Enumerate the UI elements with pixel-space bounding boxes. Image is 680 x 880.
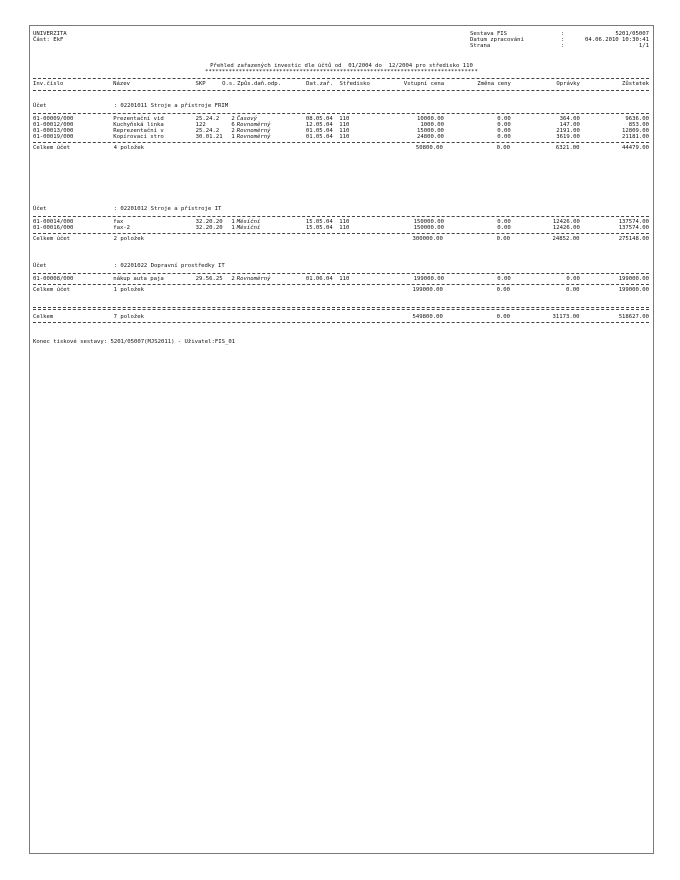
- asset-name: fax: [113, 219, 124, 225]
- asset-name: nákup auta paja: [113, 276, 164, 282]
- account-label: Účet: [33, 263, 47, 269]
- col-os: O.s.: [222, 81, 236, 87]
- table-row: [33, 225, 649, 231]
- total-price-change: 0.00: [496, 236, 511, 242]
- os-value: 1: [231, 134, 235, 140]
- account-title: : 02201022 Dopravní prostředky IT: [113, 263, 225, 269]
- depreciation: 0.00: [566, 276, 580, 282]
- input-price: 1000.00: [420, 122, 444, 128]
- date-placed: 01.06.04: [305, 276, 333, 282]
- os-value: 6: [231, 122, 235, 128]
- divider: [33, 90, 649, 91]
- grand-total-depreciation: 31173.00: [552, 314, 580, 320]
- skp-code: 122: [195, 122, 206, 128]
- account-label: Účet: [33, 206, 47, 212]
- org-part: Část: EkF: [33, 37, 64, 43]
- price-change: 0.00: [497, 128, 511, 134]
- asset-name: Reprezentační v: [113, 128, 164, 134]
- divider: [33, 233, 649, 234]
- os-value: 2: [231, 128, 235, 134]
- total-input-price: 199000.00: [412, 287, 443, 293]
- depreciation: 12426.00: [552, 219, 580, 225]
- inv-number: 01-00009/000: [33, 116, 74, 122]
- report-header-values: [585, 31, 649, 49]
- skp-code: 30.01.21: [195, 134, 223, 140]
- skp-code: 25.24.2: [195, 128, 220, 134]
- asset-name: Prezentační vid: [113, 116, 164, 122]
- divider: [33, 113, 649, 114]
- inv-number: 01-00019/000: [33, 134, 74, 140]
- date-placed: 01.05.04: [305, 134, 333, 140]
- total-price-change: 0.00: [496, 287, 511, 293]
- col-balance: Zůstatek: [622, 81, 649, 87]
- center: 110: [339, 219, 350, 225]
- total-input-price: 300000.00: [412, 236, 443, 242]
- account-total: [33, 236, 649, 242]
- inv-number: 01-00013/000: [33, 128, 74, 134]
- col-input-price: Vstupní cena: [403, 81, 445, 87]
- balance: 9636.00: [625, 116, 649, 122]
- center: 110: [339, 276, 350, 282]
- report-number: 5201/05007: [615, 31, 649, 37]
- total-items: 2 položek: [113, 236, 144, 242]
- depreciation-method: Časový: [236, 116, 257, 122]
- divider: [33, 309, 649, 310]
- grand-total-label: Celkem: [33, 314, 54, 320]
- price-change: 0.00: [497, 276, 511, 282]
- total-items: 4 položek: [113, 145, 144, 151]
- col-depreciation-method: Způs.daň.odp.: [237, 81, 281, 87]
- divider: [33, 216, 649, 217]
- total-balance: 44479.00: [622, 145, 649, 151]
- depreciation-method: Rovnoměrný: [236, 134, 271, 140]
- os-value: 2: [231, 276, 235, 282]
- total-label: Celkem účet: [33, 287, 71, 293]
- inv-number: 01-00008/000: [33, 276, 74, 282]
- depreciation-method: Měsíční: [236, 225, 261, 231]
- inv-number: 01-00014/000: [33, 219, 74, 225]
- os-value: 1: [231, 225, 235, 231]
- col-depreciation: Oprávky: [556, 81, 580, 87]
- skp-code: 32.20.20: [195, 219, 223, 225]
- date-label: Datum zpracování: [470, 37, 524, 43]
- date-placed: 15.05.04: [305, 225, 333, 231]
- grand-total: [33, 314, 649, 320]
- depreciation-method: Rovnoměrný: [236, 128, 271, 134]
- balance: 853.00: [628, 122, 649, 128]
- divider: [33, 284, 649, 285]
- center: 110: [339, 122, 350, 128]
- skp-code: 25.24.2: [195, 116, 220, 122]
- total-label: Celkem účet: [33, 236, 71, 242]
- col-skp: SKP: [195, 81, 206, 87]
- report-label: Sestava FIS: [470, 31, 508, 37]
- org-name: UNIVERZITA: [33, 31, 67, 37]
- account-total: [33, 145, 649, 151]
- grand-total-balance: 518627.00: [618, 314, 649, 320]
- os-value: 2: [231, 116, 235, 122]
- account-group-header: [33, 263, 649, 269]
- center: 110: [339, 128, 350, 134]
- depreciation: 12426.00: [552, 225, 580, 231]
- col-center: Středisko: [339, 81, 370, 87]
- column-header: [33, 81, 649, 87]
- inv-number: 01-00012/000: [33, 122, 74, 128]
- depreciation: 2191.00: [556, 128, 580, 134]
- depreciation-method: Rovnoměrný: [236, 122, 271, 128]
- title-underline: *********************************************************************************: [205, 69, 478, 75]
- grand-total-input-price: 549800.00: [412, 314, 443, 320]
- center: 110: [339, 134, 350, 140]
- inv-number: 01-00016/000: [33, 225, 74, 231]
- input-price: 24800.00: [416, 134, 444, 140]
- input-price: 15000.00: [416, 128, 444, 134]
- account-total: [33, 287, 649, 293]
- col-price-change: Změna ceny: [477, 81, 511, 87]
- col-name: Název: [113, 81, 130, 87]
- os-value: 1: [231, 219, 235, 225]
- depreciation-method: Rovnoměrný: [236, 276, 271, 282]
- balance: 12809.00: [622, 128, 649, 134]
- grand-total-price-change: 0.00: [496, 314, 511, 320]
- report-title-text: Přehled zařazených investic dle účtů od 01/2004 do 12/2004 pro středisko 110: [210, 63, 473, 69]
- divider: [33, 142, 649, 143]
- account-items: [33, 276, 649, 282]
- price-change: 0.00: [497, 122, 511, 128]
- report-title: [30, 63, 653, 75]
- price-change: 0.00: [497, 225, 511, 231]
- date-placed: 12.05.04: [305, 122, 333, 128]
- date-placed: 08.05.04: [305, 116, 333, 122]
- asset-name: Kuchyňská linka: [113, 122, 164, 128]
- center: 110: [339, 116, 350, 122]
- total-label: Celkem účet: [33, 145, 71, 151]
- account-label: Účet: [33, 103, 47, 109]
- balance: 21181.00: [622, 134, 649, 140]
- account-title: : 02201012 Stroje a přístroje IT: [113, 206, 222, 212]
- depreciation-method: Měsíční: [236, 219, 261, 225]
- skp-code: 29.56.25: [195, 276, 223, 282]
- report-header-labels: [470, 31, 524, 49]
- divider: [33, 273, 649, 274]
- asset-name: Kopírovací stro: [113, 134, 164, 140]
- page-number: 1/1: [638, 43, 649, 49]
- col-date: Dat.zař.: [306, 81, 334, 87]
- total-input-price: 50800.00: [415, 145, 443, 151]
- total-balance: 275148.00: [618, 236, 649, 242]
- input-price: 150000.00: [413, 225, 444, 231]
- balance: 137574.00: [618, 225, 649, 231]
- page-label: Strana: [470, 43, 491, 49]
- asset-name: fax-2: [113, 225, 131, 231]
- table-row: [33, 134, 649, 140]
- report-page: [29, 25, 654, 854]
- depreciation: 3619.00: [556, 134, 580, 140]
- date-placed: 01.05.04: [305, 128, 333, 134]
- account-group-header: [33, 206, 649, 212]
- report-datetime: 04.06.2010 10:30:41: [585, 37, 649, 43]
- price-change: 0.00: [497, 219, 511, 225]
- price-change: 0.00: [497, 134, 511, 140]
- total-balance: 199000.00: [618, 287, 649, 293]
- divider: [33, 322, 649, 323]
- grand-total-items: 7 položek: [113, 314, 144, 320]
- col-inv-number: Inv.číslo: [33, 81, 64, 87]
- skp-code: 32.20.20: [195, 225, 223, 231]
- divider: [33, 307, 649, 308]
- center: 110: [339, 225, 350, 231]
- price-change: 0.00: [497, 116, 511, 122]
- divider: [33, 78, 649, 79]
- input-price: 10000.00: [416, 116, 444, 122]
- report-header-left: [33, 31, 67, 43]
- date-placed: 15.05.04: [305, 219, 333, 225]
- table-row: [33, 276, 649, 282]
- balance: 199000.00: [618, 276, 649, 282]
- account-items: [33, 219, 649, 231]
- account-items: [33, 116, 649, 140]
- total-items: 1 položek: [113, 287, 144, 293]
- input-price: 199000.00: [413, 276, 444, 282]
- total-depreciation: 0.00: [566, 287, 580, 293]
- report-footer: Konec tiskové sestavy: 5201/05007(MJS2011) - Uživatel:FIS_01: [33, 339, 236, 345]
- report-header-colons: : : :: [561, 31, 565, 49]
- input-price: 150000.00: [413, 219, 444, 225]
- total-depreciation: 6321.00: [555, 145, 580, 151]
- total-depreciation: 24852.00: [552, 236, 580, 242]
- balance: 137574.00: [618, 219, 649, 225]
- depreciation: 147.00: [559, 122, 580, 128]
- account-group-header: [33, 103, 649, 109]
- depreciation: 364.00: [559, 116, 580, 122]
- total-price-change: 0.00: [496, 145, 511, 151]
- account-title: : 02201011 Stroje a přístroje FRIM: [113, 103, 229, 109]
